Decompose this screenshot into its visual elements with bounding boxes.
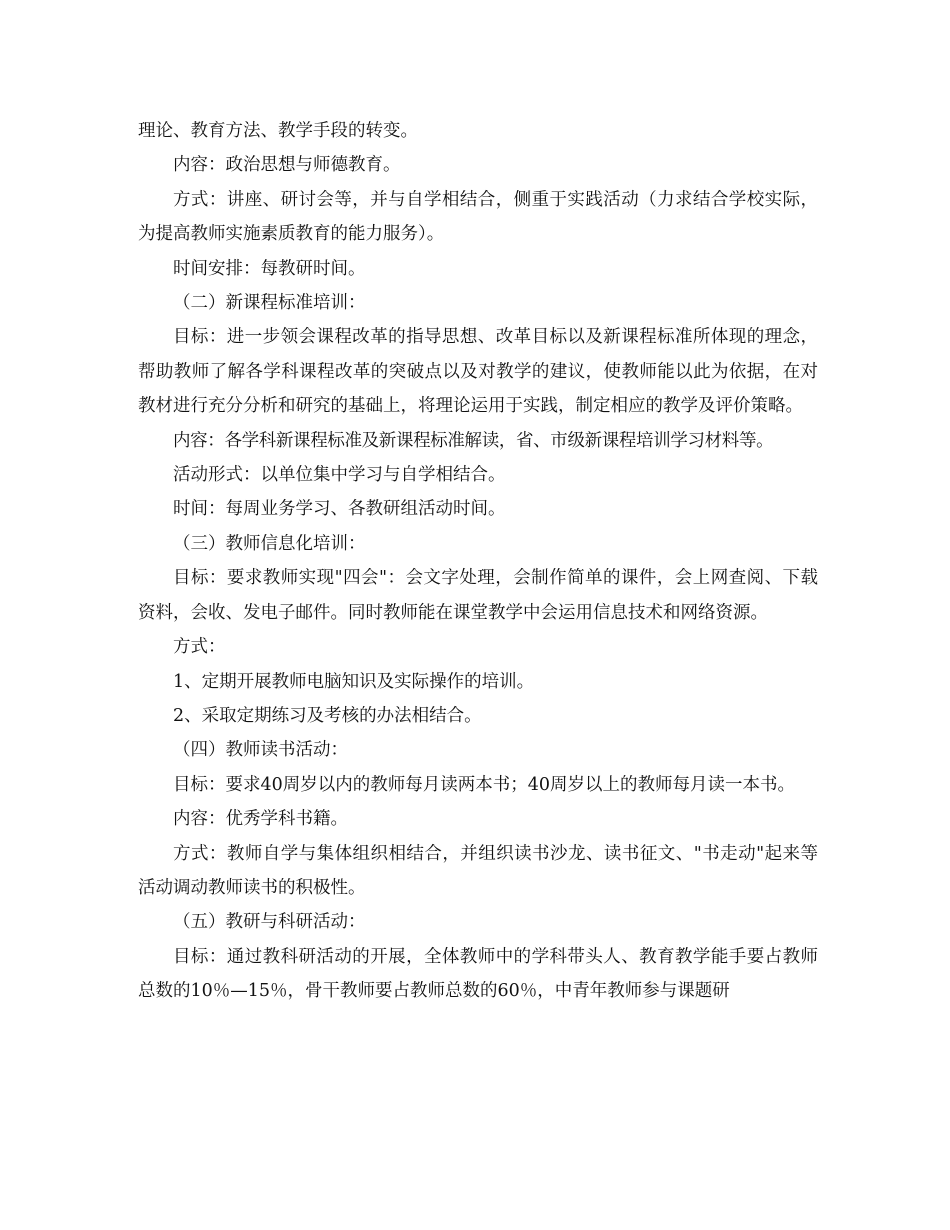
paragraph-goal-3: 目标：要求教师实现"四会"：会文字处理，会制作简单的课件，会上网查阅、下载资料，会收、发电子邮件。同时教师能在课堂教学中会运用信息技术和网络资源。 xyxy=(138,568,818,623)
paragraph-goal-5: 目标：通过教科研活动的开展，全体教师中的学科带头人、教育教学能手要占教师总数的10％—15％，骨干教师要占教师总数的60％，中青年教师参与课题研 xyxy=(138,946,818,1002)
paragraph-goal-4: 目标：要求40周岁以内的教师每月读两本书；40周岁以上的教师每月读一本书。 xyxy=(173,774,796,795)
paragraph-method-4: 方式：教师自学与集体组织相结合，并组织读书沙龙、读书征文、"书走动"起来等活动调动教师读书的积极性。 xyxy=(138,843,818,898)
section-heading-3: （三）教师信息化培训： xyxy=(173,533,366,554)
paragraph-content-2: 内容：各学科新课程标准及新课程标准解读，省、市级新课程培训学习材料等。 xyxy=(173,430,774,451)
paragraph-form-2: 活动形式：以单位集中学习与自学相结合。 xyxy=(173,465,506,486)
section-heading-2: （二）新课程标准培训： xyxy=(173,293,366,314)
paragraph-content-1: 内容：政治思想与师德教育。 xyxy=(173,155,401,176)
paragraph-schedule-1: 时间安排：每教研时间。 xyxy=(173,258,366,279)
section-heading-4: （四）教师读书活动： xyxy=(173,740,348,761)
paragraph-method-3: 方式： xyxy=(173,637,226,658)
paragraph-goal-2: 目标：进一步领会课程改革的指导思想、改革目标以及新课程标准所体现的理念，帮助教师了解各学科课程改革的突破点以及对教学的建议，使教师能以此为依据，在对教材进行充分分析和研究的基础上，将理论运用于实践，制定相应的教学及评价策略。 xyxy=(138,327,818,417)
paragraph-continuation: 理论、教育方法、教学手段的转变。 xyxy=(138,121,418,141)
paragraph-method-1: 方式：讲座、研讨会等，并与自学相结合，侧重于实践活动（力求结合学校实际，为提高教师实施素质教育的能力服务）。 xyxy=(138,189,818,245)
list-item-2: 2、采取定期练习及考核的办法相结合。 xyxy=(173,705,482,726)
paragraph-time-2: 时间：每周业务学习、各教研组活动时间。 xyxy=(173,499,506,520)
section-heading-5: （五）教研与科研活动： xyxy=(173,912,366,933)
paragraph-content-4: 内容：优秀学科书籍。 xyxy=(173,809,348,830)
document-body xyxy=(138,114,818,1009)
list-item-1: 1、定期开展教师电脑知识及实际操作的培训。 xyxy=(173,671,535,692)
